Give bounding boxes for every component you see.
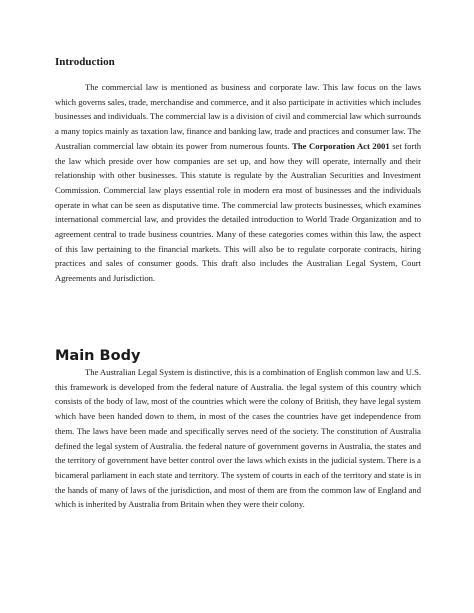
main-body-paragraph-block xyxy=(55,365,421,512)
introduction-paragraph-block xyxy=(55,80,421,286)
introduction-text-part-2: set forth the law which preside over how companies are set up, and how they will operate, internally and their relationship with other businesses. This statute is regulate by the Australian Securities and Investment Commission. Commercial law plays essential role in modern era most of businesses and the individuals operate in what can be seen as disputative time. The commercial law protects businesses, which examines international commercial law, and provides the detailed introduction to World Trade Organization and to agreement central to trade business countries. Many of these categories comes within this law, the aspect of this law pertaining to the financial markets. This will also be to regulate corporate contracts, hiring practices and sales of consumer goods. This draft also includes the Australian Legal System, Court Agreements and Jurisdiction. xyxy=(55,140,422,284)
corporation-act-term: The Corporation Act 2001 xyxy=(292,140,390,151)
main-body-paragraph: The Australian Legal System is distinctive, this is a combination of English common law and U.S. this framework is developed from the federal nature of Australia. the legal system of this country which consists of the body of law, most of the countries which were the colony of British, they have legal system which have been handed down to them, in most of the cases the countries have get independence from them. The laws have been made and specifically serves need of the society. The constitution of Australia defined the legal system of Australia. the federal nature of government governs in Australia, the states and the territory of government have better control over the laws which exists in the judicial system. There is a bicameral parliament in each state and territory. The system of courts in each of the territory and state is in the hands of many of laws of the jurisdiction, and most of them are from the common law of England and which is inherited by Australia from Britain when they were their colony. xyxy=(55,367,421,510)
introduction-paragraph xyxy=(55,80,421,286)
introduction-section xyxy=(55,56,421,68)
introduction-text-part-1: The commercial law is mentioned as business and corporate law. This law focus on the laws which governs sales, trade, merchandise and commerce, and it also participate in activities which includes businesses and individuals. The commercial law is a division of civil and commercial law which surrounds a many topics mainly as taxation law, finance and banking law, trade and practices and consumer law. The Australian commercial law obtain its power from numerous founts. xyxy=(55,82,421,151)
introduction-heading: Introduction xyxy=(55,56,115,68)
main-body-section xyxy=(55,348,421,364)
main-body-heading: Main Body xyxy=(55,348,141,364)
